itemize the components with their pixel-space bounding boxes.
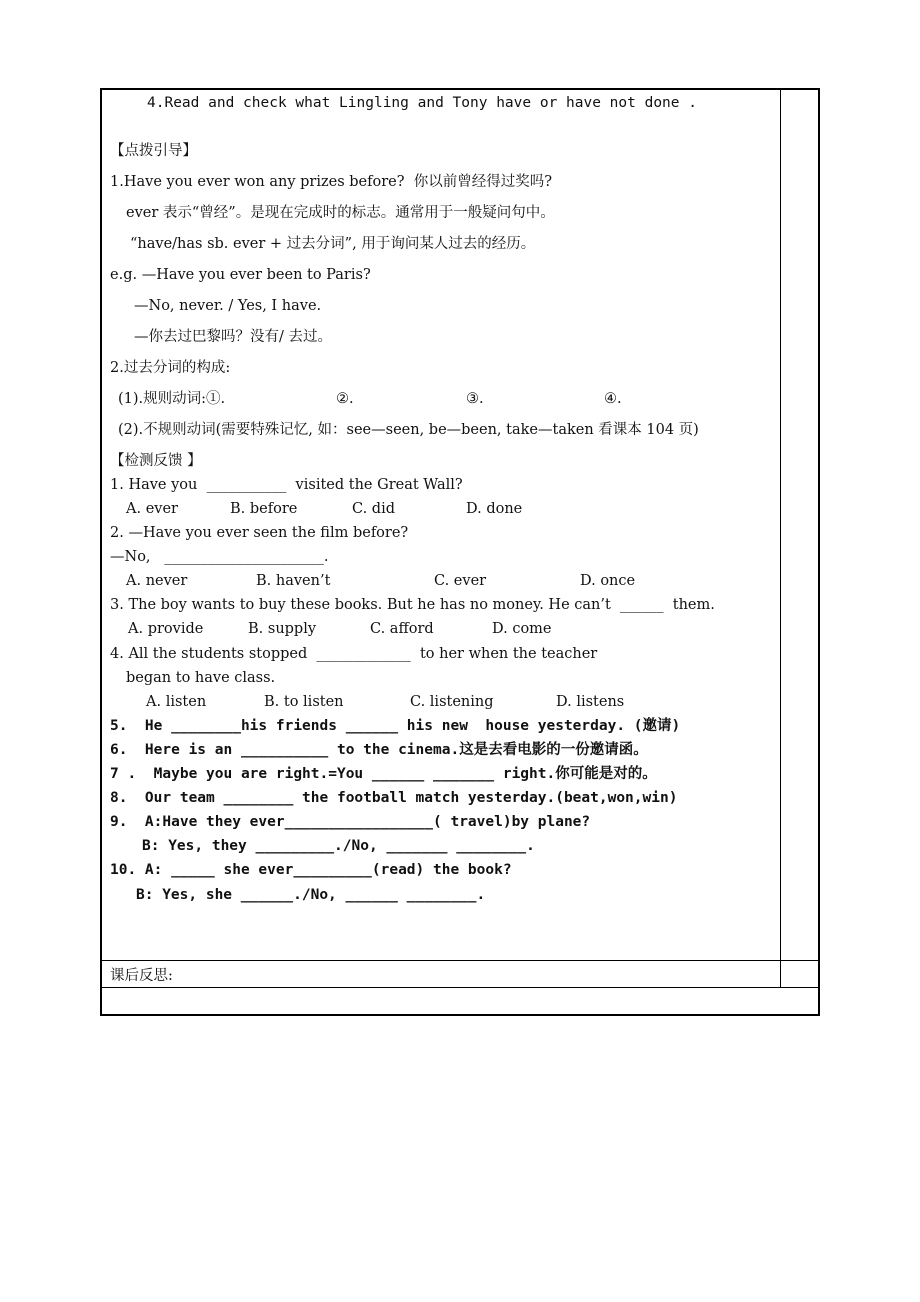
question-3: 3. The boy wants to buy these books. But he has no money. He can’t ______ them. [110,597,715,613]
guide-line-8d: ④. [604,391,622,407]
question-9: 9. A:Have they ever_________________( travel)by plane? [110,814,591,830]
question-10: 10. A: _____ she ever_________(read) the book? [110,862,512,878]
question-6: 6. Here is an __________ to the cinema.这是去看电影的一份邀请函。 [110,742,648,758]
q1-option-d: D. done [466,501,523,517]
question-2: 2. —Have you ever seen the film before? [110,525,409,541]
guide-line-2: ever 表示“曾经”。是现在完成时的标志。通常用于一般疑问句中。 [126,205,555,221]
question-4-cont: began to have class. [126,670,276,686]
q1-option-b: B. before [230,501,298,517]
question-5: 5. He ________his friends ______ his new house yesterday. (邀请) [110,718,681,734]
guide-line-8c: ③. [466,391,484,407]
column-divider [780,88,781,988]
q2-option-a: A. never [126,573,188,589]
q2-option-d: D. once [580,573,636,589]
question-7: 7 . Maybe you are right.=You ______ _______ right.你可能是对的。 [110,766,657,782]
guide-line-4: e.g. —Have you ever been to Paris? [110,267,371,283]
guide-line-8a: (1).规则动词:①. [118,391,226,407]
question-4: 4. All the students stopped _____________ to her when the teacher [110,646,598,662]
q4-option-b: B. to listen [264,694,344,710]
guide-line-8b: ②. [336,391,354,407]
question-8: 8. Our team ________ the football match yesterday.(beat,won,win) [110,790,678,806]
guide-line-1: 1.Have you ever won any prizes before? 你以前曾经得过奖吗? [110,174,553,190]
q2-option-b: B. haven’t [256,573,331,589]
q3-option-b: B. supply [248,621,317,637]
q4-option-d: D. listens [556,694,625,710]
q1-option-a: A. ever [126,501,178,517]
question-9-answer: B: Yes, they _________./No, _______ ________. [142,838,535,854]
row-divider-2 [100,987,820,988]
row-divider-1 [100,960,820,961]
guide-line-9: (2).不规则动词(需要特殊记忆, 如：see—seen, be—been, take—taken 看课本 104 页) [118,422,699,438]
guide-title: 【点拨引导】 [110,143,197,159]
q3-option-d: D. come [492,621,552,637]
guide-line-3: “have/has sb. ever + 过去分词”, 用于询问某人过去的经历。 [130,236,536,252]
guide-line-7: 2.过去分词的构成: [110,360,231,376]
guide-line-5: —No, never. / Yes, I have. [134,298,322,314]
question-10-answer: B: Yes, she ______./No, ______ ________. [136,887,486,903]
question-2-answer: —No, ______________________. [110,549,329,565]
q1-option-c: C. did [352,501,395,517]
test-title: 【检测反馈 】 [110,453,202,469]
section-heading: 4.Read and check what Lingling and Tony have or have not done . [147,95,697,111]
question-1: 1. Have you ___________ visited the Great Wall? [110,477,463,493]
q2-option-c: C. ever [434,573,487,589]
q3-option-c: C. afford [370,621,434,637]
q4-option-c: C. listening [410,694,494,710]
q4-option-a: A. listen [146,694,207,710]
reflection-label: 课后反思: [110,968,173,984]
q3-option-a: A. provide [128,621,204,637]
guide-line-6: —你去过巴黎吗？没有/ 去过。 [134,329,332,345]
